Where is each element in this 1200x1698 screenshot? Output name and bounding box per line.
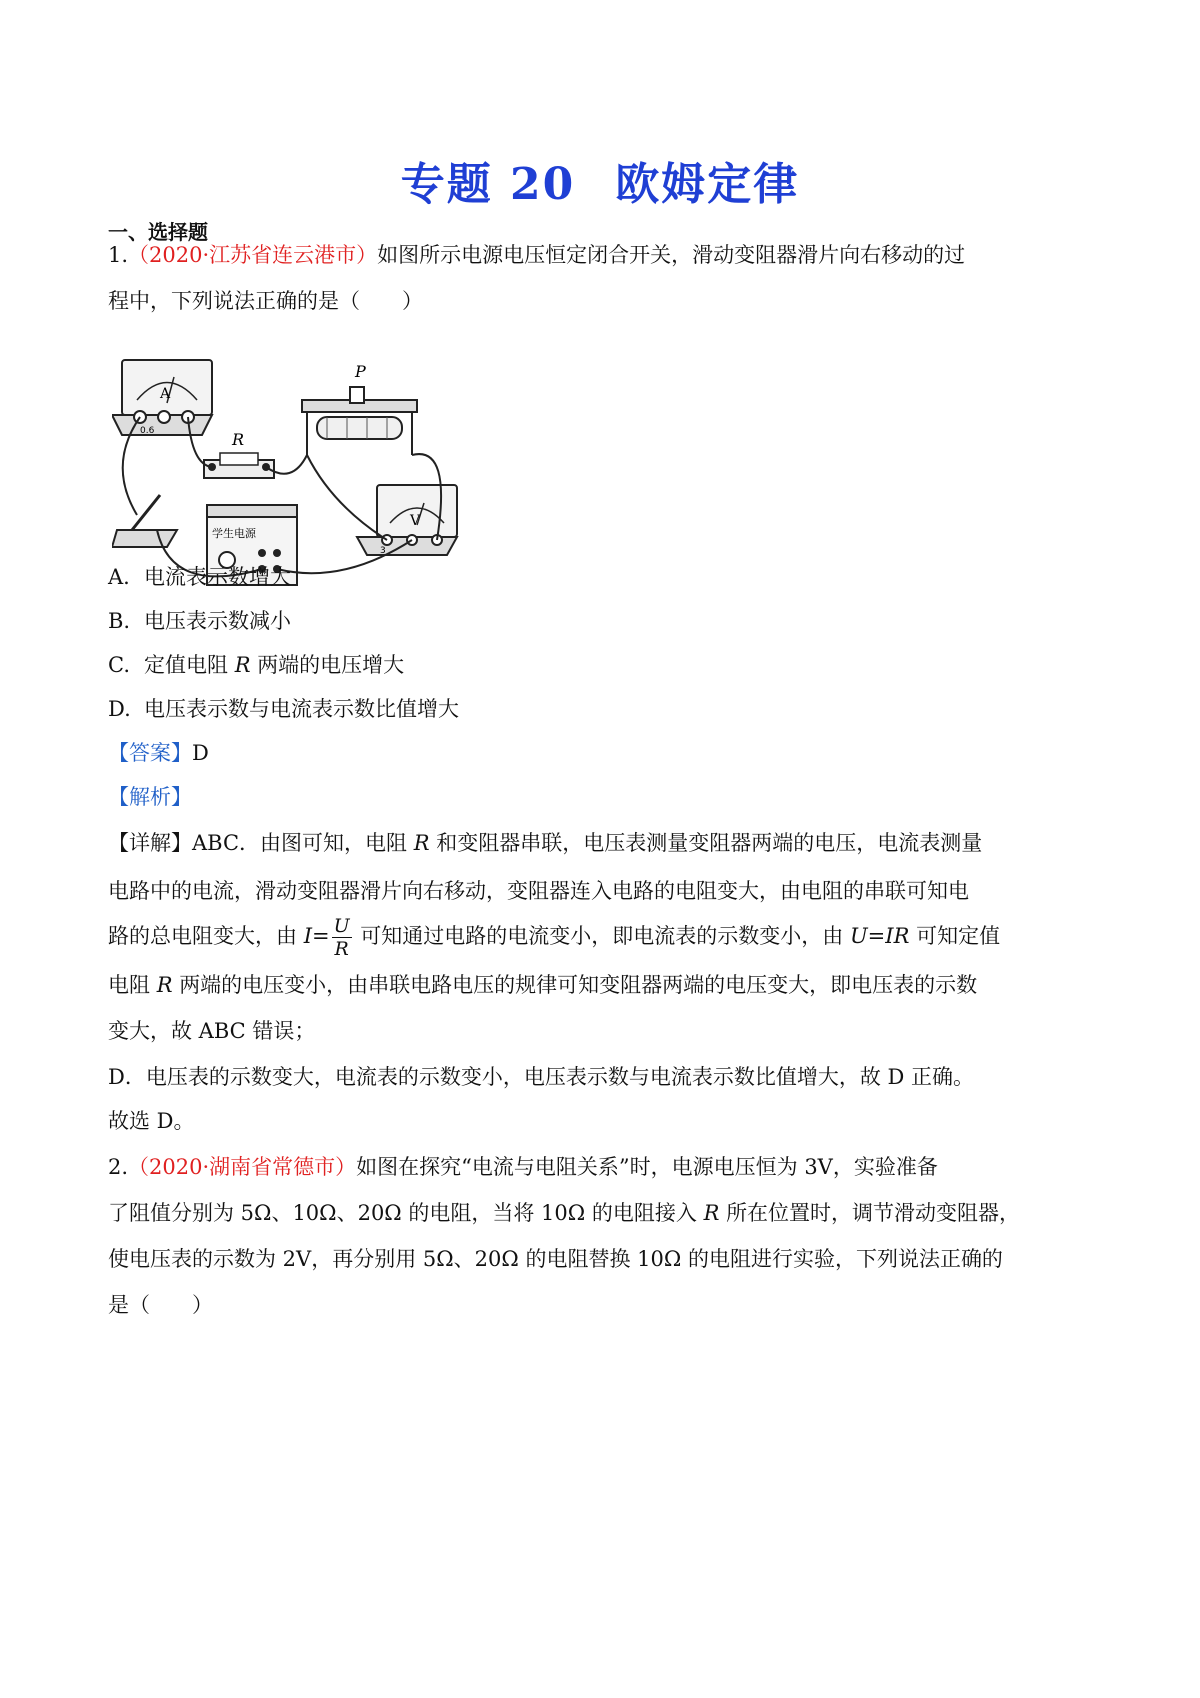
section-heading: 一、选择题 — [108, 220, 208, 244]
detail-line-6: D．电压表的示数变大，电流表的示数变小，电压表示数与电流表示数比值增大，故 D 正确。 — [108, 1065, 975, 1089]
title-main: 欧姆定律 — [615, 159, 800, 210]
switch-device — [112, 495, 177, 547]
q1-analysis-label: 【解析】 — [108, 785, 192, 809]
q2-number: 2. — [108, 1155, 129, 1179]
page-title — [0, 148, 1200, 212]
resistor-label: R — [232, 430, 245, 449]
q1-source: （2020·江苏省连云港市） — [128, 243, 378, 267]
detail-line-2: 电路中的电流，滑动变阻器滑片向右移动，变阻器连入电路的电阻变大，由电阻的串联可知电 — [108, 879, 969, 903]
detail-line-3: 路的总电阻变大，由 I= $\frac{U}{R}$ 可知通过电路的电流变小，即电流表的示数变小，由 U=IR 可知定值 — [108, 915, 1001, 960]
q1-option-c: C. 定值电阻 R 两端的电压增大 — [108, 653, 405, 677]
voltmeter-terminal-label: 3 — [380, 546, 386, 556]
power-supply-label: 学生电源 — [212, 527, 256, 540]
q1-option-d: D. 电压表示数与电流表示数比值增大 — [108, 697, 459, 721]
q1-stem-line-2: 程中，下列说法正确的是（ ） — [108, 289, 423, 313]
voltmeter-label: V — [410, 513, 421, 529]
detail-line-5: 变大，故 ABC 错误； — [108, 1019, 316, 1043]
q2-source: （2020·湖南省常德市） — [128, 1155, 357, 1179]
q1-option-a: A. 电流表示数增大 — [108, 565, 291, 589]
slider-label: P — [355, 362, 366, 381]
q1-number: 1. — [108, 243, 129, 267]
ammeter-terminal-label: 0.6 — [140, 426, 155, 436]
q2-line-4: 是（ ） — [108, 1293, 213, 1317]
q1-stem-line-1: 1.（2020·江苏省连云港市）如图所示电源电压恒定闭合开关，滑动变阻器滑片向右移动的过 — [108, 243, 966, 267]
q2-line-2: 了阻值分别为 5Ω、10Ω、20Ω 的电阻，当将 10Ω 的电阻接入 R 所在位置时，调节滑动变阻器， — [108, 1201, 1021, 1225]
resistor-device — [204, 430, 274, 478]
q2-line-1: 2.（2020·湖南省常德市）如图在探究“电流与电阻关系”时，电源电压恒为 3V，实验准备 — [108, 1155, 938, 1179]
q1-answer: 【答案】D — [108, 741, 209, 765]
title-prefix: 专题 20 — [400, 159, 576, 210]
rheostat-device — [302, 362, 417, 455]
q2-line-3: 使电压表的示数为 2V，再分别用 5Ω、20Ω 的电阻替换 10Ω 的电阻进行实验，下列说法正确的 — [108, 1247, 1003, 1271]
ammeter-label: A — [160, 386, 171, 402]
ammeter-device — [112, 360, 212, 436]
q1-option-b: B. 电压表示数减小 — [108, 609, 291, 633]
detail-line-7: 故选 D。 — [108, 1109, 195, 1133]
ohm-law-fraction: $\frac{U}{R}$ — [333, 915, 350, 960]
detail-line-1: 【详解】ABC．由图可知，电阻 R 和变阻器串联，电压表测量变阻器两端的电压，电流表测量 — [108, 831, 983, 855]
detail-line-4: 电阻 R 两端的电压变小，由串联电路电压的规律可知变阻器两端的电压变大，即电压表的示数 — [108, 973, 978, 997]
